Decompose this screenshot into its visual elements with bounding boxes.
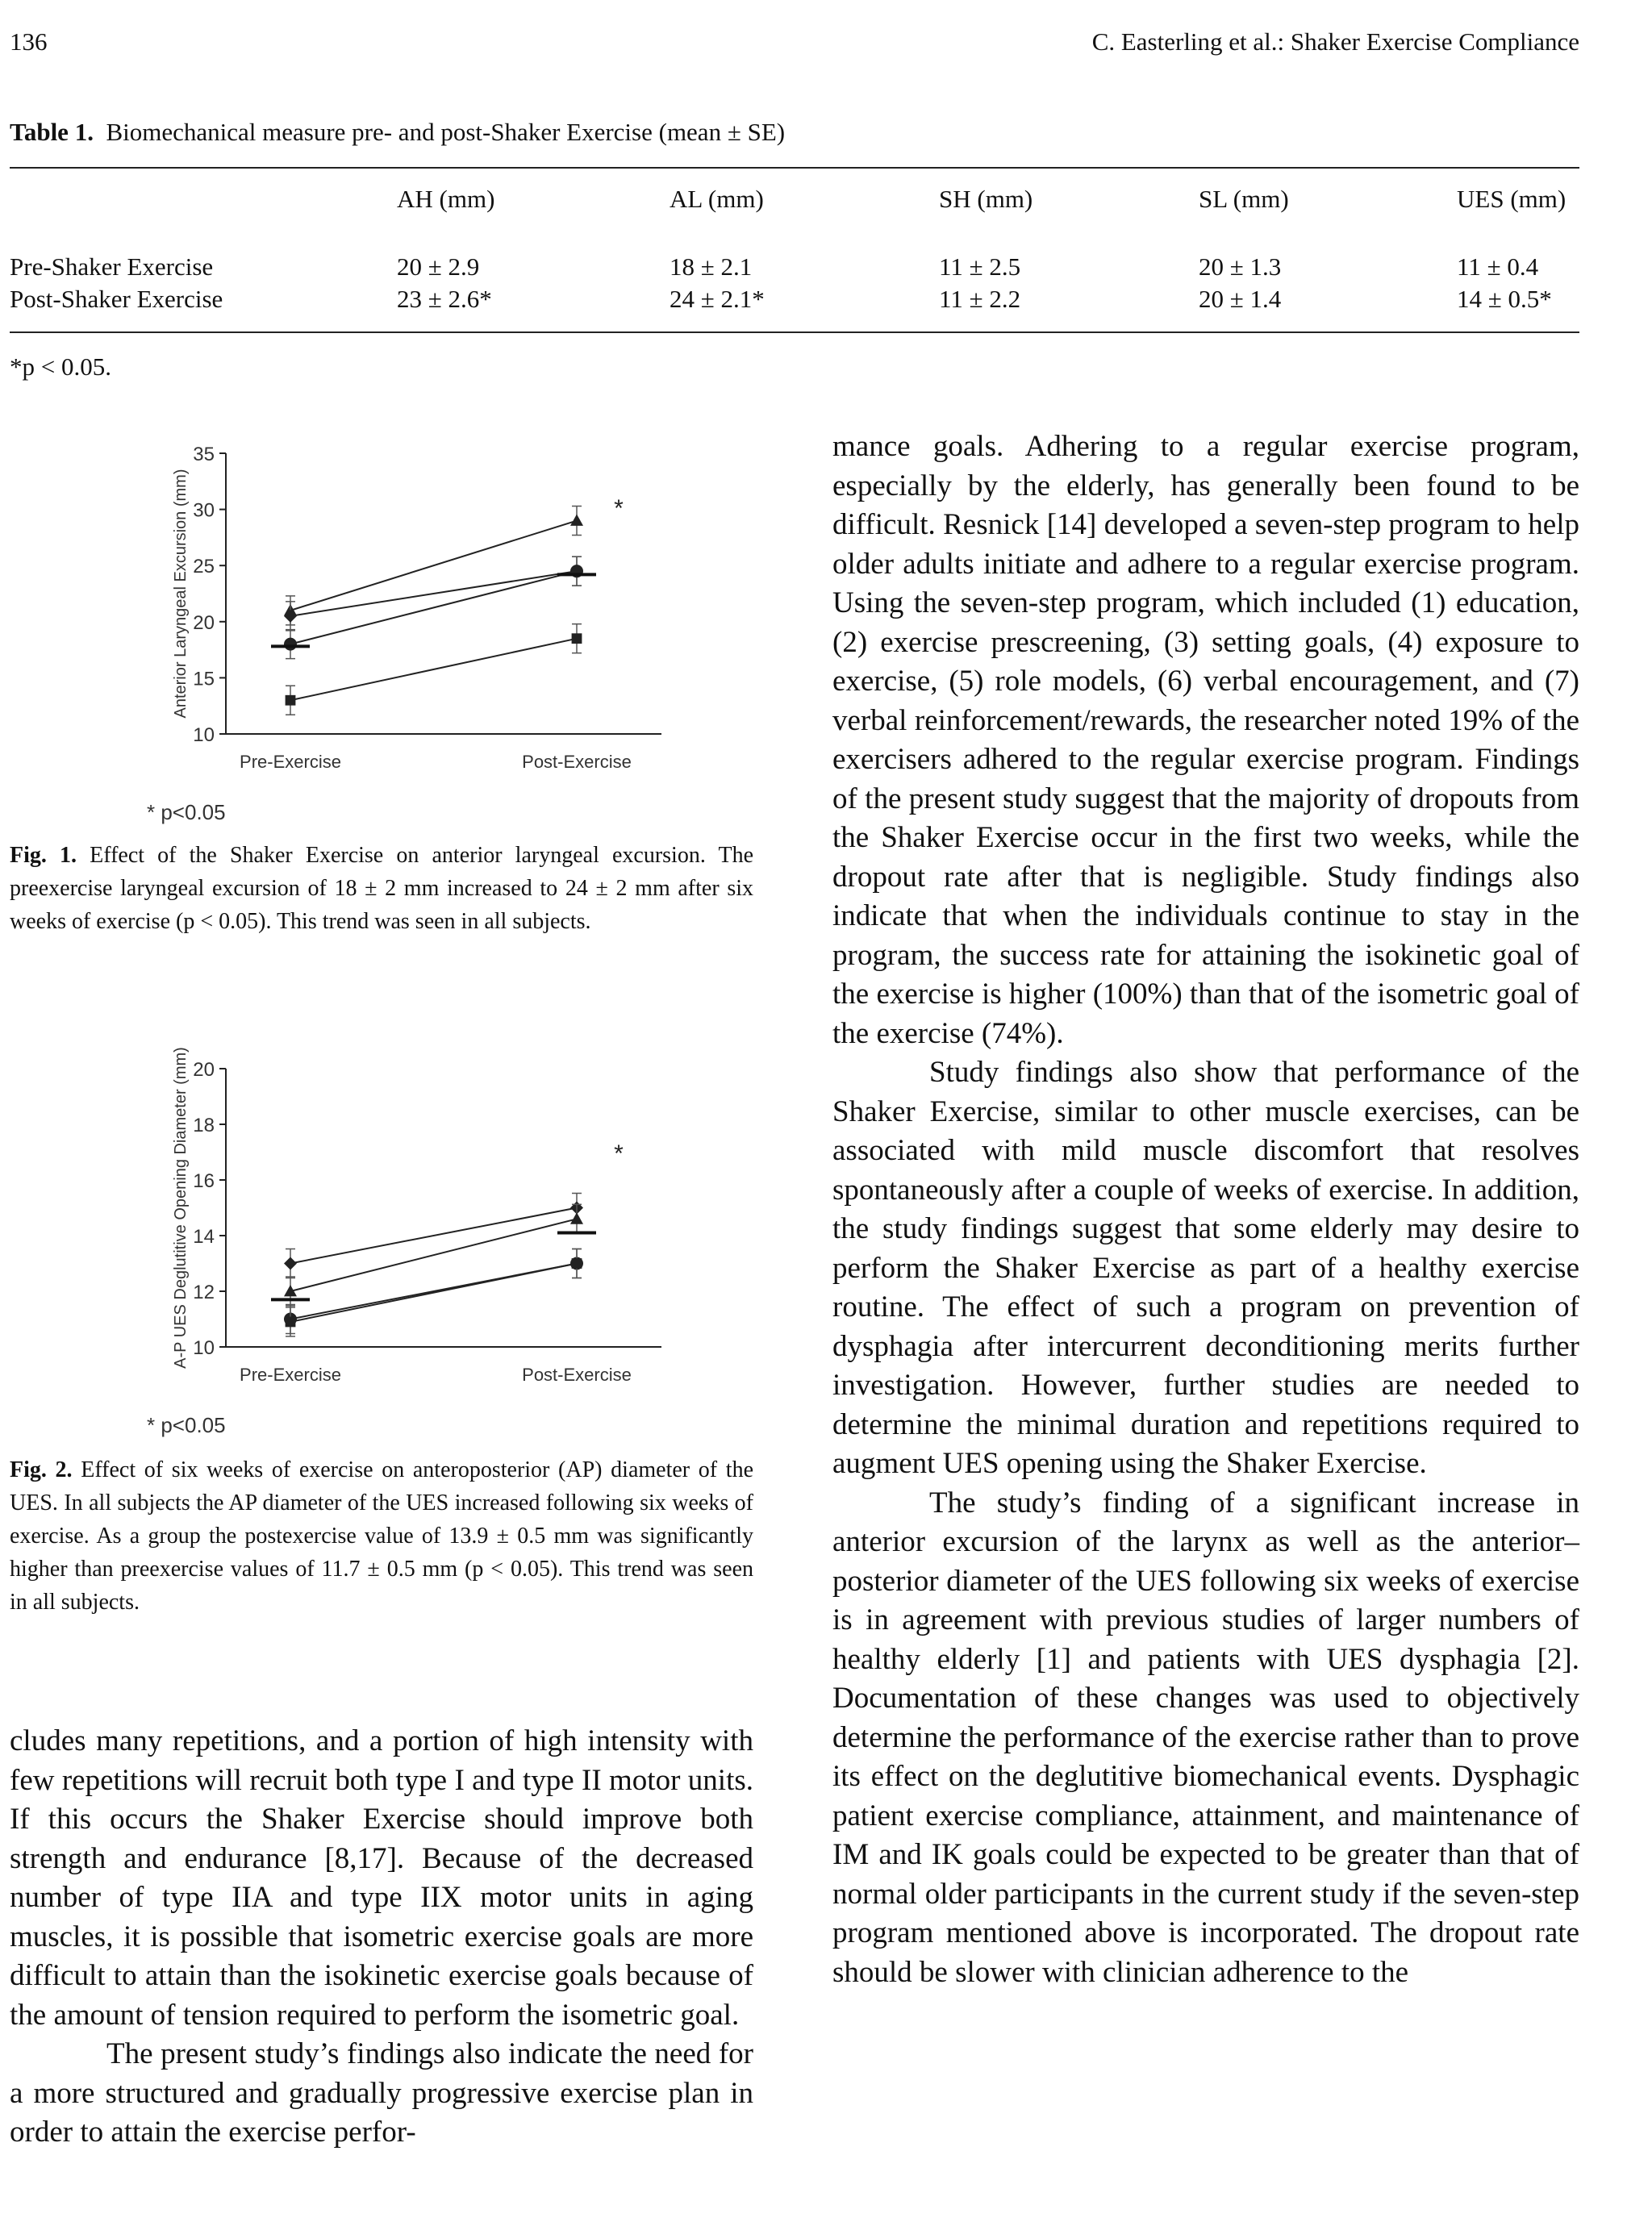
table-row-label: Post-Shaker Exercise [10, 285, 223, 313]
paragraph: The present study’s findings also indicate the need for a more structured and gradually progressive exercise plan in order to attain the exercise perfor- [10, 2037, 753, 2149]
series-line-circle [290, 571, 577, 644]
figure-2-caption-text: Effect of six weeks of exercise on anteroposterior (AP) diameter of the UES. In all subjects the AP diameter of the UES increased following six weeks of exercise. As a group the postexercise value of 13.9 ± 0.5 mm was significantly higher than preexercise values of 11.7 ± 0.5 mm (p < 0.05). This trend was seen in all subjects. [10, 1457, 754, 1615]
table-label: Table 1. [10, 118, 94, 146]
y-tick-label: 20 [193, 1059, 215, 1081]
table-row-label: Pre-Shaker Exercise [10, 252, 214, 281]
table-footnote: *p < 0.05. [10, 352, 111, 381]
table-cell: 11 ± 0.4 [1457, 252, 1539, 281]
point-square [572, 1258, 582, 1269]
x-tick-label: Post-Exercise [522, 1365, 632, 1385]
table-cell: 23 ± 2.6* [397, 285, 492, 313]
y-tick-label: 15 [193, 668, 215, 690]
y-tick-label: 10 [193, 724, 215, 746]
paragraph: Study findings also show that performance of the Shaker Exercise, similar to other muscle exercises, can be associated with mild muscle discomfort that resolves spontaneously after a couple of weeks of exercise. In addition, the study findings suggest that some elderly may desire to perform the Shaker Exercise as part of a healthy exercise routine. The effect of such a program on prevention of dysphagia after intercurrent deconditioning merits further investigation. However, further studies are needed to determine the minimal duration and repetitions required to augment UES opening using the Shaker Exercise. [832, 1056, 1579, 1480]
table-cell: 24 ± 2.1* [670, 285, 765, 313]
table-header-al: AL (mm) [670, 185, 764, 213]
x-tick-label: Pre-Exercise [240, 1365, 341, 1385]
table-cell: 20 ± 1.3 [1199, 252, 1282, 281]
table-caption [10, 118, 785, 147]
series-line-triangle [290, 521, 577, 611]
table-cell: 20 ± 1.4 [1199, 285, 1282, 313]
table-cell: 20 ± 2.9 [397, 252, 480, 281]
running-title: C. Easterling et al.: Shaker Exercise Compliance [1091, 27, 1579, 56]
paragraph: mance goals. Adhering to a regular exercise program, especially by the elderly, has generally been found to be difficult. Resnick [14] developed a seven-step program to help older adults initiate and adhere to a regular exercise program. Using the seven-step program, which included (1) education, (2) exercise prescreening, (3) setting goals, (4) exposure to exercise, (5) role models, (6) verbal encouragement, and (7) verbal reinforcement/rewards, the researcher noted 19% of the exercisers adhered to the regular exercise program. Findings of the present study suggest that the majority of dropouts from the Shaker Exercise occur in the first two weeks, while the dropout rate after that is negligible. Study findings also indicate that when the individuals continue to stay in the program, the success rate for attaining the isokinetic goal of the exercise is higher (100%) than that of the isometric goal of the exercise (74%). [832, 430, 1579, 1050]
y-tick-label: 35 [193, 444, 215, 465]
significance-mark: * [614, 1140, 624, 1167]
table-bottom-rule [10, 331, 1579, 333]
left-column [10, 1722, 753, 2153]
y-tick-label: 12 [193, 1282, 215, 1303]
chart-footnote: * p<0.05 [147, 800, 226, 824]
y-tick-label: 20 [193, 611, 215, 634]
point-diamond [284, 1257, 297, 1270]
y-axis-label: A-P UES Deglutitive Opening Diameter (mm) [172, 1047, 190, 1369]
table-title: Biomechanical measure pre- and post-Shaker Exercise (mean ± SE) [106, 118, 786, 146]
y-tick-label: 10 [193, 1337, 215, 1359]
point-square [572, 633, 582, 644]
figure-1-caption-text: Effect of the Shaker Exercise on anterior laryngeal excursion. The preexercise laryngeal excursion of 18 ± 2 mm increased to 24 ± 2 mm after six weeks of exercise (p < 0.05). This trend was seen in all subjects. [10, 843, 753, 934]
y-axis-label: Anterior Laryngeal Excursion (mm) [172, 469, 190, 719]
x-tick-label: Pre-Exercise [240, 752, 341, 772]
point-triangle [570, 1212, 583, 1224]
figure-2-chart [145, 1040, 661, 1444]
page-number: 136 [10, 27, 48, 56]
figure-1-chart [145, 436, 661, 831]
chart-footnote: * p<0.05 [147, 1413, 226, 1437]
paragraph: cludes many repetitions, and a portion of high intensity with few repetitions will recruit both type I and type II motor units. If this occurs the Shaker Exercise should improve both strength and endurance [8,17]. Because of the decreased number of type IIA and type IIX motor units in aging muscles, it is possible that isometric exercise goals are more difficult to attain than the isokinetic exercise goals because of the amount of tension required to perform the isometric goal. [10, 1724, 753, 2032]
figure-2-label: Fig. 2. [10, 1457, 73, 1482]
y-tick-label: 18 [193, 1115, 215, 1136]
y-tick-label: 25 [193, 556, 215, 578]
table-header-ues: UES (mm) [1457, 185, 1566, 213]
y-tick-label: 16 [193, 1170, 215, 1192]
series-line-diamond [290, 571, 577, 616]
y-tick-label: 30 [193, 499, 215, 522]
x-tick-label: Post-Exercise [522, 752, 632, 772]
point-square [286, 695, 296, 706]
table-cell: 11 ± 2.2 [939, 285, 1021, 313]
point-diamond [284, 610, 297, 623]
figure-2-caption [10, 1453, 753, 1619]
table-cell: 14 ± 0.5* [1457, 285, 1552, 313]
series-line-square [290, 1264, 577, 1322]
table-cell: 11 ± 2.5 [939, 252, 1021, 281]
table-header-sl: SL (mm) [1199, 185, 1289, 213]
point-circle [284, 638, 297, 651]
figure-1-caption [10, 839, 753, 938]
point-square [286, 1317, 296, 1328]
paragraph: The study’s finding of a significant increase in anterior excursion of the larynx as well as the anterior–posterior diameter of the UES following six weeks of exercise is in agreement with previous studies of larger numbers of healthy elderly [1] and patients with UES dysphagia [2]. Documentation of these changes was used to objectively determine the performance of the exercise rather than to prove its effect on the deglutitive biomechanical events. Dysphagic patient exercise compliance, attainment, and maintenance of IM and IK goals could be expected to be greater than that of normal older participants in the current study if the seven-step program mentioned above is incorporated. The dropout rate should be slower with clinician adherence to the [832, 1486, 1579, 1989]
table-cell: 18 ± 2.1 [670, 252, 753, 281]
figure-1-label: Fig. 1. [10, 843, 77, 868]
right-column [832, 427, 1579, 1992]
y-tick-label: 14 [193, 1226, 215, 1248]
table-header-ah: AH (mm) [397, 185, 495, 213]
point-triangle [570, 515, 583, 526]
table-header-sh: SH (mm) [939, 185, 1033, 213]
table-top-rule [10, 167, 1579, 169]
series-line-square [290, 639, 577, 701]
significance-mark: * [614, 495, 624, 522]
